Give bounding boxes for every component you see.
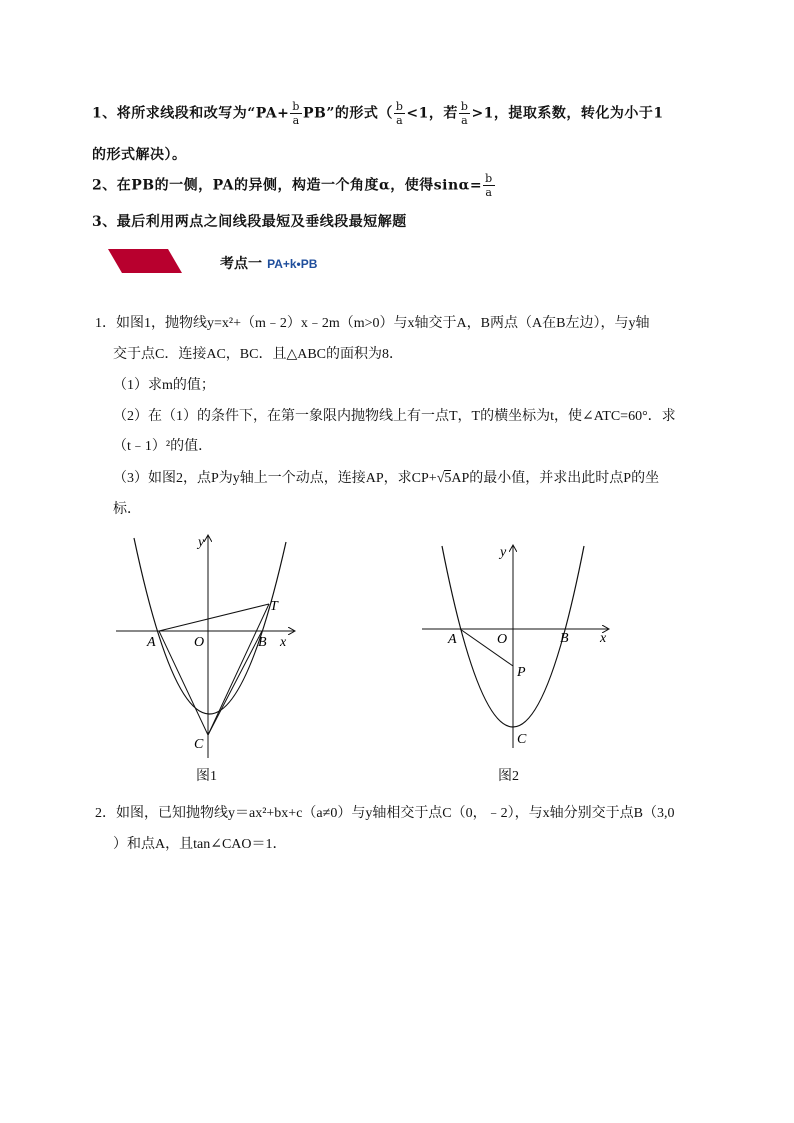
problem-1-line-1: 1．如图1，抛物线y=x²+（m﹣2）x﹣2m（m>0）与x轴交于A，B两点（A在B左边），与y轴 — [95, 316, 650, 331]
label-a: A — [448, 632, 457, 647]
label-x: x — [600, 631, 607, 646]
segment-at — [159, 604, 269, 631]
problem-2-line-1: 2．如图，已知抛物线y＝ax²+bx+c（a≠0）与y轴相交于点C（0，﹣2），与x轴分别交于点B（3,0 — [95, 806, 675, 821]
label-b: B — [258, 635, 267, 650]
label-c: C — [517, 732, 527, 747]
sqrt-symbol: √ — [436, 471, 445, 486]
section-subtitle: PA+k•PB — [267, 257, 318, 271]
figure-2-caption: 图2 — [498, 769, 519, 784]
tip-1-text-b: PB”的形式（ — [302, 105, 393, 122]
label-c: C — [194, 737, 204, 752]
tip-1-text-c: <1，若 — [406, 105, 458, 122]
tip-line-3: 3、最后利用两点之间线段最短及垂线段最短解题 — [92, 214, 407, 230]
figure-2-diagram — [418, 538, 618, 753]
problem-1-part-2: （2）在（1）的条件下，在第一象限内抛物线上有一点T，T的横坐标为t，使∠ATC=60°．求 — [113, 409, 676, 424]
figure-1-diagram — [112, 528, 302, 763]
problem-1-part-2-cont: （t﹣1）²的值． — [113, 439, 213, 454]
tip-1-text-a: 1、将所求线段和改写为“PA+ — [92, 105, 290, 122]
tip-line-2 — [92, 172, 496, 199]
fraction-b-over-a: $\frac{b}{a}$ — [395, 100, 404, 127]
fraction-b-over-a: $\frac{b}{a}$ — [292, 100, 300, 127]
tip-line-1-cont: 的形式解决）。 — [92, 147, 187, 163]
segment-tc — [208, 604, 269, 735]
segment-bc — [208, 631, 262, 735]
problem-1-part-3-cont: 标． — [113, 502, 141, 517]
tip-line-1 — [92, 100, 664, 127]
label-o: O — [497, 632, 508, 647]
problem-1-line-2: 交于点C．连接AC，BC．且△ABC的面积为8． — [113, 347, 404, 362]
label-b: B — [560, 631, 569, 646]
section-title: 考点一 — [220, 256, 262, 272]
section-heading — [220, 253, 317, 273]
label-t: T — [270, 599, 278, 614]
tip-1-text-d: >1，提取系数，转化为小于1 — [471, 105, 664, 122]
problem-1-part-3: （3）如图2，点P为y轴上一个动点，连接AP，求CP+√5AP的最小值，并求出此时点P的坐 — [113, 471, 660, 486]
problem-1-part-1: （1）求m的值； — [113, 378, 215, 393]
label-y: y — [198, 535, 205, 550]
problem-2-line-2: ）和点A，且tan∠CAO＝1． — [113, 837, 287, 852]
label-y: y — [500, 545, 507, 560]
sqrt-radicand: 5 — [444, 471, 452, 486]
parabola-curve — [134, 538, 286, 714]
fraction-b-over-a: $\frac{b}{a}$ — [485, 172, 493, 199]
tip-2-text: 2、在PB的一侧，PA的异侧，构造一个角度α，使得sinα= — [92, 177, 483, 194]
label-x: x — [280, 635, 287, 650]
fraction-b-over-a: $\frac{b}{a}$ — [460, 100, 469, 127]
section-banner-shape — [108, 249, 182, 273]
label-p: P — [517, 665, 526, 680]
label-o: O — [194, 635, 205, 650]
label-a: A — [147, 635, 156, 650]
figure-1-caption: 图1 — [196, 769, 217, 784]
